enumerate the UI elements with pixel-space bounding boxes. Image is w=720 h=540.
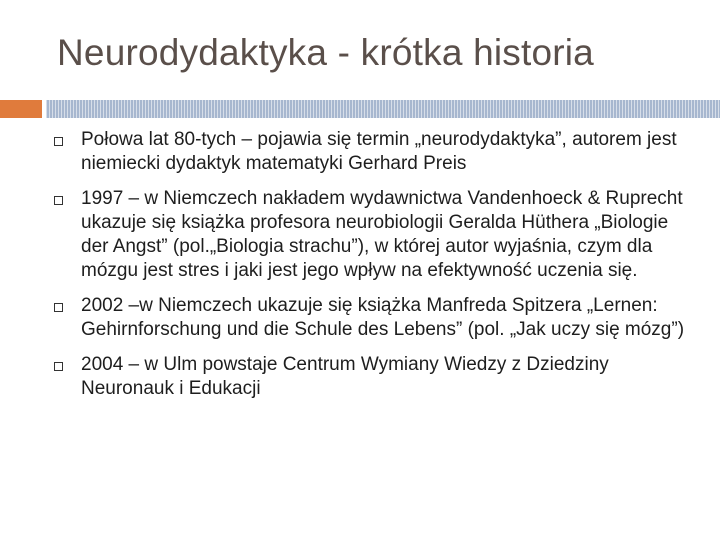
list-item (54, 187, 694, 283)
hollow-square-icon (54, 196, 63, 205)
hollow-square-icon (54, 137, 63, 146)
hollow-square-icon (54, 362, 63, 371)
title-divider-bar (46, 100, 720, 118)
bullet-list (54, 128, 694, 412)
list-item (54, 128, 694, 176)
list-item (54, 353, 694, 401)
bullet-text: 2004 – w Ulm powstaje Centrum Wymiany Wiedzy z Dziedziny Neuronauk i Edukacji (81, 354, 609, 399)
list-item (54, 294, 694, 342)
bullet-text: 2002 –w Niemczech ukazuje się książka Manfreda Spitzera „Lernen: Gehirnforschung und die Schule des Lebens” (pol. „Jak uczy się mózg”) (81, 295, 685, 340)
bullet-text: 1997 – w Niemczech nakładem wydawnictwa Vandenhoeck & Ruprecht ukazuje się książka profesora neurobiologii Geralda Hüthera „Biologie der Angst” (pol.„Biologia strachu”), w której autor wyjaśnia, czym dla mózgu jest stres i jaki jest jego wpływ na efektywność uczenia się. (81, 188, 683, 281)
slide-title: Neurodydaktyka - krótka historia (57, 32, 594, 73)
hollow-square-icon (54, 303, 63, 312)
bullet-text: Połowa lat 80-tych – pojawia się termin „neurodydaktyka”, autorem jest niemiecki dydaktyk matematyki Gerhard Preis (81, 129, 677, 174)
accent-bar (0, 100, 42, 118)
